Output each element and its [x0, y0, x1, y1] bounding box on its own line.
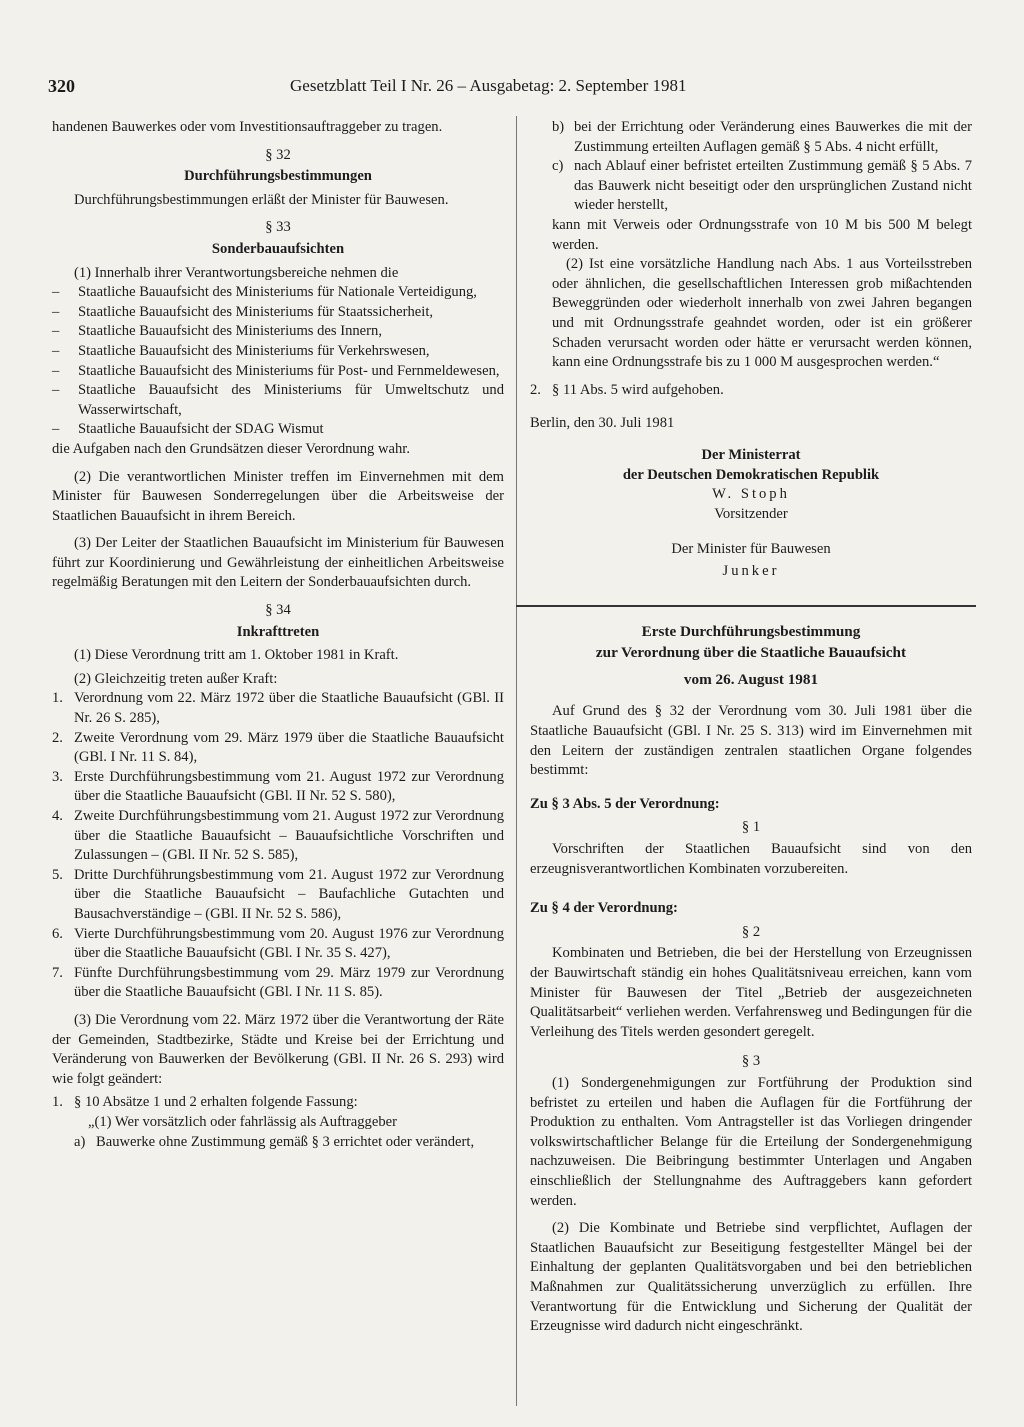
- section-heading: Inkrafttreten: [236, 623, 320, 640]
- list-item: b) bei der Errichtung oder Veränderung eines Bauwerkes die mit der Zustimmung erteilten Auflagen gemäß § 5 Abs. 4 nicht erfüllt,: [552, 119, 972, 155]
- list-item: 1. § 10 Absätze 1 und 2 erhalten folgende Fassung:: [52, 1094, 358, 1111]
- signature-name: Junker: [722, 562, 780, 579]
- list-item: 5. Dritte Durchführungsbestimmung vom 21. August 1972 zur Verordnung über die Staatliche Bauaufsicht – Baufachliche Gutachten und Bausachverständige – (GBl. II Nr. 52 S. 586),: [52, 866, 504, 922]
- paragraph: Auf Grund des § 32 der Verordnung vom 30. Juli 1981 über die Staatliche Bauaufsicht (GBl. I Nr. 25 S. 313) wird im Einvernehmen mit den Leitern der zuständigen zentralen staatlichen Organe folgendes bestimmt:: [530, 703, 972, 779]
- page-number: 320: [48, 76, 75, 96]
- paragraph: (2) Ist eine vorsätzliche Handlung nach Abs. 1 aus Vorteilsstreben oder ähnlichen, die gesellschaftlichen Interessen grob mißachtenden Beweggründen oder wiederholt innerhalb von zwei Jahren begangen und mit Ordnungsstrafe geahndet worden, oder ist ein größerer Schaden verursacht worden oder hätte er verursacht werden können, kann eine Ordnungsstrafe bis zu 1 000 M ausgesprochen werden.“: [552, 256, 972, 371]
- section-heading: Sonderbauaufsichten: [211, 240, 345, 257]
- section-reference: Zu § 3 Abs. 5 der Verordnung:: [530, 795, 720, 812]
- section-reference: Zu § 4 der Verordnung:: [530, 900, 678, 917]
- section-number: § 33: [265, 219, 291, 236]
- paragraph: (2) Gleichzeitig treten außer Kraft:: [74, 670, 278, 687]
- signatory-body: Der Ministerrat: [701, 446, 801, 463]
- dash-list: [52, 283, 504, 440]
- paragraph: (1) Innerhalb ihrer Verantwortungsbereiche nehmen die: [74, 264, 399, 281]
- document-title: Erste Durchführungsbestimmung: [641, 623, 861, 641]
- section-number: § 34: [265, 602, 291, 619]
- place-date: Berlin, den 30. Juli 1981: [530, 415, 675, 432]
- list-item: 7. Fünfte Durchführungsbestimmung vom 29. März 1979 zur Verordnung über die Staatliche Bauaufsicht (GBl. I Nr. 11 S. 85).: [52, 964, 504, 1001]
- paragraph: (3) Die Verordnung vom 22. März 1972 über die Verantwortung der Räte der Gemeinden, Stadtbezirke, Städte und Kreise bei der Errichtung und Veränderung von Bauwerken der Bevölkerung (GBl. II Nr. 26 S. 293) wird wie folgt geändert:: [52, 1011, 504, 1087]
- list-item: 1. Verordnung vom 22. März 1972 über die Staatliche Bauaufsicht (GBl. II Nr. 26 S. 285),: [52, 690, 504, 727]
- signature-name: W. Stoph: [712, 486, 790, 503]
- paragraph: Vorschriften der Staatlichen Bauaufsicht sind von den erzeugnisverantwortlichen Kombinaten vorzubereiten.: [530, 841, 972, 877]
- list-item: 3. Erste Durchführungsbestimmung vom 21. August 1972 zur Verordnung über die Staatliche Bauaufsicht (GBl. II Nr. 52 S. 580),: [52, 768, 504, 805]
- document-date: vom 26. August 1981: [683, 671, 819, 689]
- quoted-paragraph: „(1) Wer vorsätzlich oder fahrlässig als Auftraggeber: [88, 1113, 397, 1130]
- list-item: 4. Zweite Durchführungsbestimmung vom 21. August 1972 zur Verordnung über die Staatliche Bauaufsicht – Bauaufsichtliche Vorschriften und Zulassungen – (GBl. II Nr. 52 S. 585),: [52, 808, 504, 864]
- page-header: [48, 76, 738, 100]
- paragraph: (2) Die verantwortlichen Minister treffen im Einvernehmen mit dem Minister für Bauwesen Sonderregelungen über die Arbeitsweise der Staatlichen Bauaufsicht in ihrem Bereich.: [52, 468, 504, 524]
- list-item: – Staatliche Bauaufsicht des Ministeriums für Umweltschutz und Wasserwirtschaft,: [52, 381, 504, 420]
- paragraph: Kombinaten und Betrieben, die bei der Herstellung von Erzeugnissen der Bauwirtschaft ständig ein hohes Qualitätsniveau erreichen, kann vom Minister für Bauwesen der Titel „Betrieb der ausgezeichneten Qualitätsarbeit“ verliehen werden. Verfahrensweg und Bedingungen für die Verleihung des Titels werden gesondert geregelt.: [530, 945, 972, 1040]
- signatory-body: der Deutschen Demokratischen Republik: [622, 466, 880, 483]
- paragraph: (3) Der Leiter der Staatlichen Bauaufsicht im Ministerium für Bauwesen führt zur Koordinierung und Gewährleistung der einheitlichen Arbeitsweise regelmäßig Beratungen mit den Leitern der Sonderbauaufsichten durch.: [52, 535, 504, 591]
- list-item: – Staatliche Bauaufsicht des Ministeriums für Nationale Verteidigung,: [52, 283, 504, 303]
- paragraph: Durchführungsbestimmungen erläßt der Minister für Bauwesen.: [74, 191, 449, 208]
- paragraph: kann mit Verweis oder Ordnungsstrafe von 10 M bis 500 M belegt werden.: [552, 216, 972, 253]
- list-item: – Staatliche Bauaufsicht des Ministeriums des Innern,: [52, 322, 504, 342]
- section-heading: Durchführungsbestimmungen: [184, 168, 372, 185]
- continued-text: handenen Bauwerkes oder vom Investitionsauftraggeber zu tragen.: [52, 119, 443, 135]
- section-number: § 1: [741, 819, 761, 836]
- paragraph: (1) Sondergenehmigungen zur Fortführung der Produktion sind befristet zu erteilen und haben die Auflagen für die Fortführung der Produktion zu enthalten. Vom Antragsteller ist das Vorliegen dringender volkswirtschaftlicher Belange für die Erteilung der Sondergenehmigung nachzuweisen. Die Beibringung bestimmter Unterlagen und Angaben einschließlich der Stellungnahme des Auftraggebers kann gefordert werden.: [530, 1074, 972, 1209]
- section-rule: [516, 605, 976, 607]
- paragraph: (2) Die Kombinate und Betriebe sind verpflichtet, Auflagen der Staatlichen Bauaufsicht zur Beseitigung festgestellter Mängel bei der Einhaltung der geplanten Qualitätsvorgaben und bei den betrieblichen Maßnahmen zur Qualitätssicherung unverzüglich zu erfüllen. Ihre Verantwortung für die Entwicklung und Sicherung der Qualität der Erzeugnisse wird dadurch nicht eingeschränkt.: [530, 1220, 972, 1335]
- list-item: c) nach Ablauf einer befristet erteilten Zustimmung gemäß § 5 Abs. 7 das Bauwerk nicht beseitigt oder den ursprünglichen Zustand nicht wieder herstellt,: [552, 158, 972, 214]
- section-number: § 2: [741, 923, 761, 940]
- list-item: – Staatliche Bauaufsicht des Ministeriums für Post- und Fernmeldewesen,: [52, 362, 504, 382]
- section-number: § 32: [265, 146, 291, 163]
- signatory-body: Der Minister für Bauwesen: [671, 541, 831, 558]
- column-divider: [516, 116, 517, 1406]
- document-title: zur Verordnung über die Staatliche Bauaufsicht: [595, 644, 907, 662]
- list-item: 2. Zweite Verordnung vom 29. März 1979 über die Staatliche Bauaufsicht (GBl. I Nr. 11 S. 84),: [52, 729, 504, 766]
- list-item: 6. Vierte Durchführungsbestimmung vom 20. August 1976 zur Verordnung über die Staatliche Bauaufsicht (GBl. I Nr. 35 S. 427),: [52, 925, 504, 962]
- running-title: Gesetzblatt Teil I Nr. 26 – Ausgabetag: 2. September 1981: [290, 76, 687, 95]
- paragraph: die Aufgaben nach den Grundsätzen dieser Verordnung wahr.: [52, 440, 410, 457]
- left-column: [52, 118, 504, 1152]
- list-item: – Staatliche Bauaufsicht der SDAG Wismut: [52, 420, 504, 440]
- right-column: [530, 118, 972, 1337]
- list-item: 2. § 11 Abs. 5 wird aufgehoben.: [530, 381, 724, 398]
- list-item: a) Bauwerke ohne Zustimmung gemäß § 3 errichtet oder verändert,: [74, 1133, 475, 1150]
- repealed-list: [52, 689, 504, 1003]
- section-number: § 3: [741, 1053, 761, 1070]
- signature-role: Vorsitzender: [714, 505, 788, 522]
- list-item: – Staatliche Bauaufsicht des Ministeriums für Staatssicherheit,: [52, 303, 504, 323]
- paragraph: (1) Diese Verordnung tritt am 1. Oktober 1981 in Kraft.: [74, 647, 399, 664]
- list-item: – Staatliche Bauaufsicht des Ministeriums für Verkehrswesen,: [52, 342, 504, 362]
